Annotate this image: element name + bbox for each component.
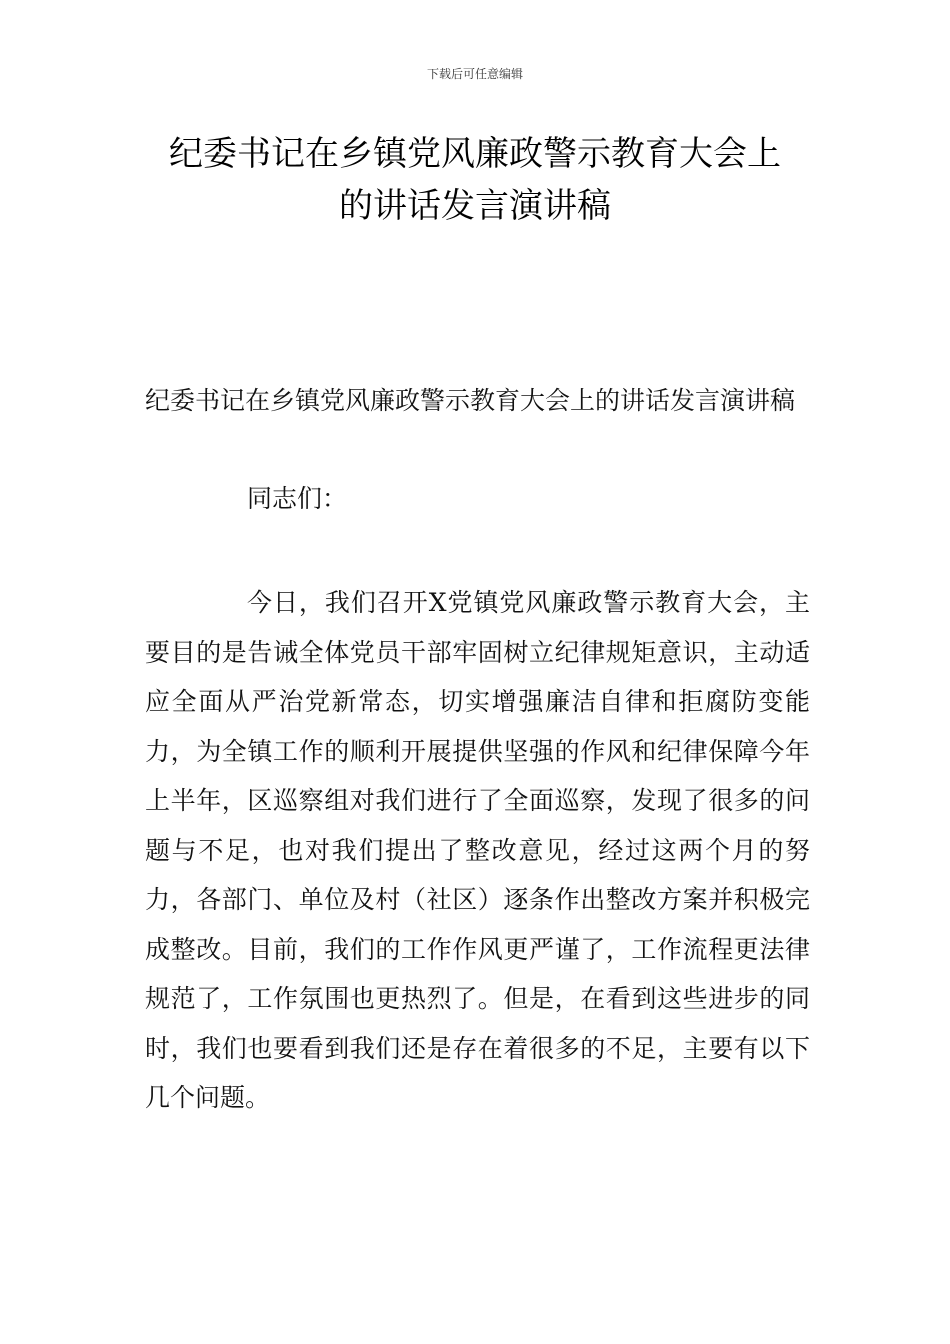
- title-line-1: 纪委书记在乡镇党风廉政警示教育大会上: [169, 134, 781, 174]
- header-note: 下载后可任意编辑: [426, 67, 523, 81]
- salutation: 同志们：: [247, 484, 348, 513]
- title-line-2: 的讲话发言演讲稿: [339, 186, 611, 226]
- body-paragraph: 今日，我们召开X党镇党风廉政警示教育大会，主要目的是告诫全体党员干部牢固树立纪律规矩意识，主动适应全面从严治党新常态，切实增强廉洁自律和拒腐防变能力，为全镇工作的顺利开展提供坚强的作风和纪律保障今年上半年，区巡察组对我们进行了全面巡察，发现了很多的问题与不足，也对我们提出了整改意见，经过这两个月的努力，各部门、单位及村（社区）逐条作出整改方案并积极完成整改。目前，我们的工作作风更严谨了，工作流程更法律规范了，工作氛围也更热烈了。但是，在看到这些进步的同时，我们也要看到我们还是存在着很多的不足，主要有以下几个问题。: [145, 588, 810, 1112]
- document-subtitle: 纪委书记在乡镇党风廉政警示教育大会上的讲话发言演讲稿: [145, 386, 796, 415]
- document-title: [60, 128, 890, 232]
